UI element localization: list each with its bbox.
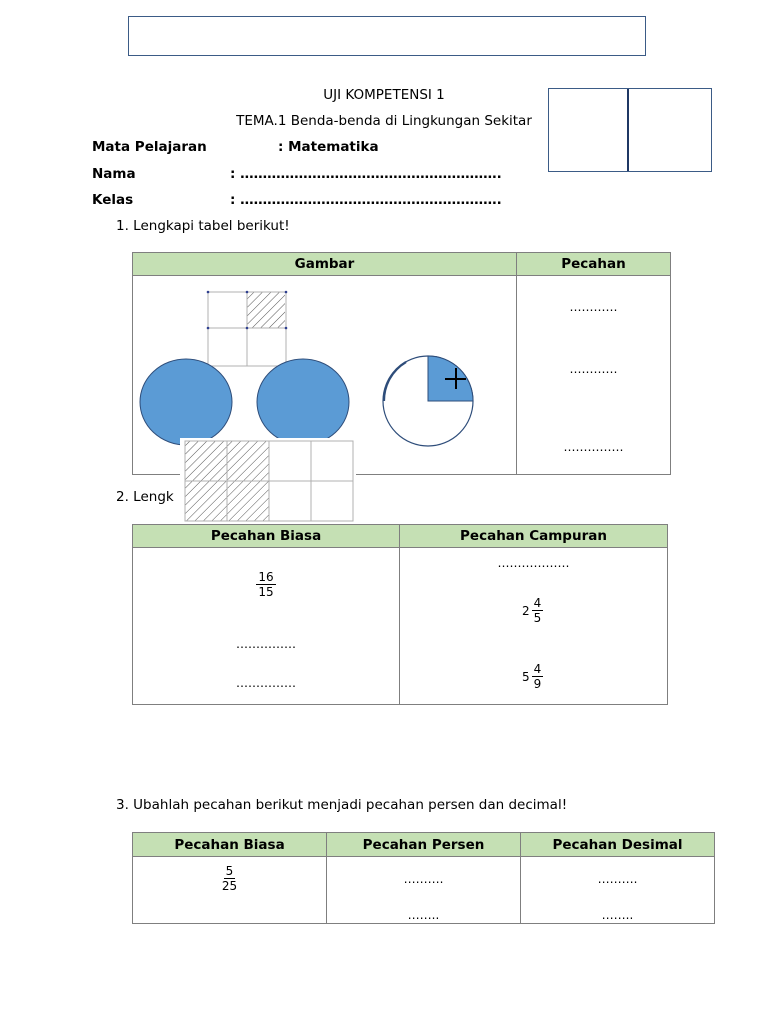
document-title: UJI KOMPETENSI 1 <box>323 87 445 103</box>
q3-desimal-blank-2: …….. <box>601 908 634 922</box>
q2-header-biasa: Pecahan Biasa <box>132 524 400 548</box>
class-value: : …………………………………………………. <box>230 192 502 208</box>
q3-header-biasa: Pecahan Biasa <box>132 832 327 857</box>
numerator: 4 <box>533 662 542 676</box>
q2-header-campuran: Pecahan Campuran <box>399 524 668 548</box>
document-subtitle: TEMA.1 Benda-benda di Lingkungan Sekitar <box>236 113 532 129</box>
whole: 5 <box>522 669 530 684</box>
circle-figure-2 <box>257 359 349 445</box>
q1-answer-3: …………… <box>563 440 624 454</box>
q1-header-gambar: Gambar <box>132 252 517 276</box>
name-value: : …………………………………………………. <box>230 166 502 182</box>
question-3: 3. Ubahlah pecahan berikut menjadi pecahan persen dan decimal! <box>116 797 568 813</box>
q3-persen-blank-2: …….. <box>407 908 440 922</box>
name-box <box>128 16 646 56</box>
denominator: 5 <box>533 611 542 625</box>
quarter-circle-figure <box>376 350 478 450</box>
numerator: 4 <box>533 596 542 610</box>
q2-right-blank-1: ……………… <box>497 556 570 570</box>
subject-label: Mata Pelajaran <box>92 139 207 155</box>
grid-figure <box>207 291 288 366</box>
q3-fraction-5-25 <box>132 864 327 893</box>
q3-desimal-blank-1: ………. <box>597 872 638 886</box>
q2-left-blank-2: …………… <box>236 676 296 690</box>
circle-figure-1 <box>140 359 232 445</box>
score-box <box>548 88 712 172</box>
q1-answer-2: ………… <box>569 362 618 376</box>
subject-value: : Matematika <box>278 139 379 155</box>
q1-header-pecahan: Pecahan <box>516 252 671 276</box>
numerator: 16 <box>258 570 274 584</box>
question-1: 1. Lengkapi tabel berikut! <box>116 218 290 234</box>
q3-persen-blank-1: ………. <box>403 872 444 886</box>
numerator: 5 <box>225 864 234 878</box>
q2-mixed-5-4-9 <box>522 662 543 691</box>
q2-mixed-2-4-5 <box>522 596 543 625</box>
q1-answer-1: ………… <box>569 300 618 314</box>
q2-fraction-16-15 <box>132 570 400 599</box>
denominator: 25 <box>221 879 238 893</box>
hatched-grid-figure <box>180 438 356 524</box>
q3-header-persen: Pecahan Persen <box>326 832 521 857</box>
q2-left-blank-1: …………… <box>236 637 296 651</box>
question-2: 2. Lengk <box>116 489 174 505</box>
class-label: Kelas <box>92 192 134 208</box>
denominator: 15 <box>258 585 274 599</box>
denominator: 9 <box>533 677 542 691</box>
name-label: Nama <box>92 166 136 182</box>
whole: 2 <box>522 603 530 618</box>
q3-header-desimal: Pecahan Desimal <box>520 832 715 857</box>
